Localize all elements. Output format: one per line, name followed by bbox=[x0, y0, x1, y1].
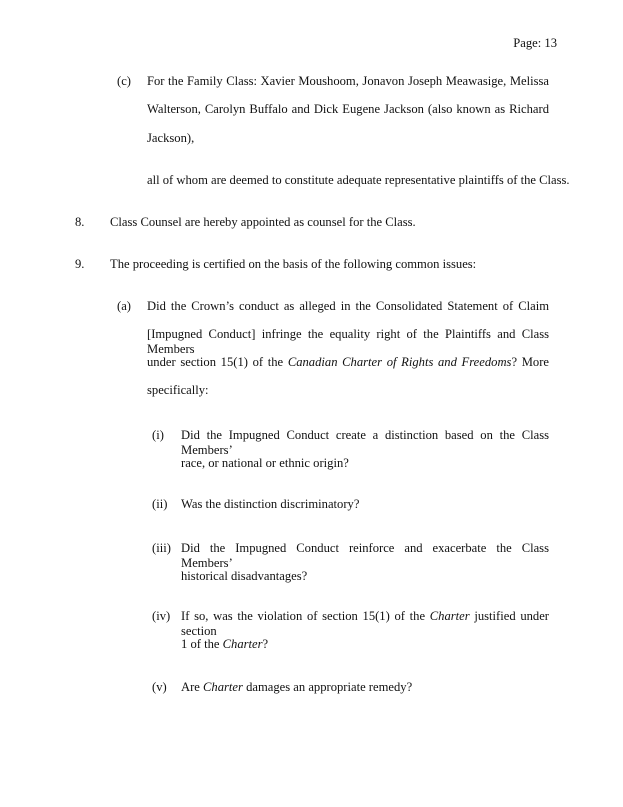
para-c-line-3: Jackson), bbox=[147, 131, 195, 145]
para-c-label: (c) bbox=[117, 74, 131, 88]
sub-iv-line-2 bbox=[181, 637, 268, 652]
para-9a-line-3-post: ? More bbox=[511, 355, 549, 369]
para-9a-line-2: [Impugned Conduct] infringe the equality right of the Plaintiffs and Class Members bbox=[147, 327, 549, 356]
page-number: Page: 13 bbox=[513, 36, 557, 50]
para-9a-line-3-pre: under section 15(1) of the bbox=[147, 355, 288, 369]
sub-iv-line-2-pre: 1 of the bbox=[181, 637, 223, 651]
para-8-text: Class Counsel are hereby appointed as counsel for the Class. bbox=[110, 215, 416, 229]
para-9a-label: (a) bbox=[117, 299, 131, 313]
sub-iv-line-1-pre: If so, was the violation of section 15(1) of the bbox=[181, 609, 430, 623]
sub-iii-label: (iii) bbox=[152, 541, 171, 555]
charter-title: Canadian Charter of Rights and Freedoms bbox=[287, 355, 512, 369]
sub-ii-label: (ii) bbox=[152, 497, 168, 511]
sub-v-line-1 bbox=[181, 680, 412, 695]
para-8-number: 8. bbox=[75, 215, 85, 229]
sub-i-line-2: race, or national or ethnic origin? bbox=[181, 456, 349, 470]
sub-iv-line-1-post: justified under section bbox=[181, 609, 549, 638]
sub-iv-line-1 bbox=[181, 609, 549, 639]
sub-i-label: (i) bbox=[152, 428, 164, 442]
sub-iii-line-1: Did the Impugned Conduct reinforce and exacerbate the Class Members’ bbox=[181, 541, 549, 570]
sub-iv-label: (iv) bbox=[152, 609, 171, 623]
sub-v-charter: Charter bbox=[203, 680, 243, 694]
para-c-tail: all of whom are deemed to constitute adequate representative plaintiffs of the Class. bbox=[147, 173, 570, 187]
sub-v-line-1-pre: Are bbox=[181, 680, 204, 694]
sub-ii-line-1: Was the distinction discriminatory? bbox=[181, 497, 360, 511]
para-c-line-1: For the Family Class: Xavier Moushoom, Jonavon Joseph Meawasige, Melissa bbox=[147, 74, 549, 88]
sub-iv-line-2-post: ? bbox=[262, 637, 269, 651]
para-9-text: The proceeding is certified on the basis of the following common issues: bbox=[110, 257, 477, 271]
para-c-line-2: Walterson, Carolyn Buffalo and Dick Eugene Jackson (also known as Richard bbox=[147, 102, 549, 116]
sub-i-line-1: Did the Impugned Conduct create a distinction based on the Class Members’ bbox=[181, 428, 549, 457]
sub-iii-line-2: historical disadvantages? bbox=[181, 569, 308, 583]
para-9-number: 9. bbox=[75, 257, 85, 271]
sub-iv-charter-1: Charter bbox=[429, 609, 470, 623]
para-9a-line-1: Did the Crown’s conduct as alleged in the Consolidated Statement of Claim bbox=[147, 299, 549, 313]
para-9a-line-4: specifically: bbox=[147, 383, 209, 397]
sub-iv-charter-2: Charter bbox=[222, 637, 263, 651]
para-9a-line-3 bbox=[147, 355, 549, 370]
sub-v-label: (v) bbox=[152, 680, 167, 694]
sub-v-line-1-post: damages an appropriate remedy? bbox=[242, 680, 413, 694]
